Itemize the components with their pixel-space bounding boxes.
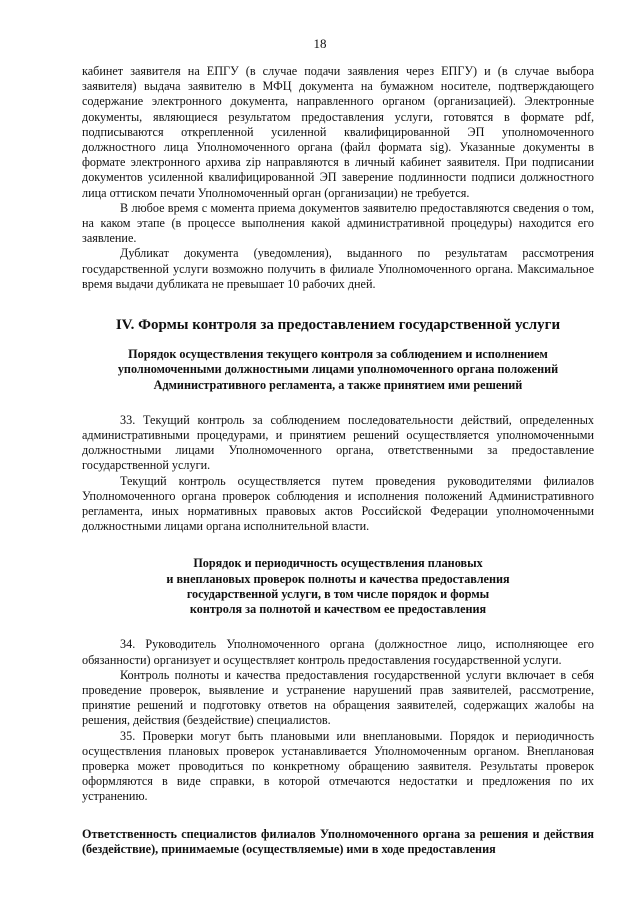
paragraph-current-control: Текущий контроль осуществляется путем проведения руководителями филиалов Уполномоченного органа проверок соблюдения и исполнения положений Административного регламента, иных нормативных правовых актов Российской Федерации уполномоченными должностными лицами органа исполнительной власти. [82, 473, 594, 534]
paragraph-34: 34. Руководитель Уполномоченного органа (должностное лицо, исполняющее его обязанности) организует и осуществляет контроль предоставления государственной услуги. [82, 637, 594, 667]
subheading-current-control: Порядок осуществления текущего контроля за соблюдением и исполнением уполномоченными должностными лицами уполномоченного органа положений Административного регламента, а также принятием ими решений [117, 347, 559, 392]
paragraph-35: 35. Проверки могут быть плановыми или внеплановыми. Порядок и периодичность осуществления плановых проверок устанавливается Уполномоченным органом. Внеплановая проверка может проводиться по конкретному обращению заявителя. Результаты проверок оформляются в виде справки, в которой отмечаются недостатки и предложения по их устранению. [82, 728, 594, 804]
subheading-inspections-line-2: и внеплановых проверок полноты и качества предоставления [166, 571, 510, 586]
subheading-inspections-line-4: контроля за полнотой и качеством ее предоставления [189, 602, 487, 617]
paragraph-33: 33. Текущий контроль за соблюдением последовательности действий, определенных административными процедурами, и принятием решений осуществляется уполномоченными должностными лицами Уполномоченного органа, ответственными за предоставление государственной услуги. [82, 412, 594, 473]
heading-responsibility: Ответственность специалистов филиалов Уполномоченного органа за решения и действия (бездействие), принимаемые (осуществляемые) ими в ходе предоставления [82, 826, 594, 856]
page-number: 18 [313, 36, 327, 51]
subheading-inspections-line-1: Порядок и периодичность осуществления плановых [193, 556, 483, 571]
paragraph-duplicate: Дубликат документа (уведомления), выданного по результатам рассмотрения государственной услуги возможно получить в филиале Уполномоченного органа. Максимальное время выдачи дубликата не превышает 10 рабочих дней. [82, 246, 594, 291]
document-body [82, 64, 594, 857]
paragraph-quality-control: Контроль полноты и качества предоставления государственной услуги включает в себя проведение проверок, выявление и устранение нарушений прав заявителей, рассмотрение, принятие решений и подготовку ответов на обращения заявителей, содержащих жалобы на решения, действия (бездействие) специалистов. [82, 667, 594, 728]
subheading-inspections [82, 556, 594, 617]
subheading-inspections-line-3: государственной услуги, в том числе порядок и формы [186, 586, 490, 601]
paragraph-status-info: В любое время с момента приема документов заявителю предоставляются сведения о том, на каком этапе (в процессе выполнения какой административной процедуры) находится его заявление. [82, 200, 594, 246]
paragraph-epgu-results: кабинет заявителя на ЕПГУ (в случае подачи заявления через ЕПГУ) и (в случае выбора заявителя) выдача заявителю в МФЦ документа на бумажном носителе, подтверждающего содержание электронного документа, направленного органом (организацией). Электронные документы, являющиеся результатом предоставления услуги, готовятся в формате pdf, подписываются открепленной усиленной квалифицированной ЭП уполномоченного должностного лица Уполномоченного органа (файл формата sig). Указанные документы в формате электронного архива zip направляются в личный кабинет заявителя. При подписании документов усиленной квалифицированной ЭП заверение подлинности подписи должностного лица оттиском печати Уполномоченный орган (организации) не требуется. [82, 64, 594, 200]
section-title: IV. Формы контроля за предоставлением государственной услуги [115, 317, 561, 334]
